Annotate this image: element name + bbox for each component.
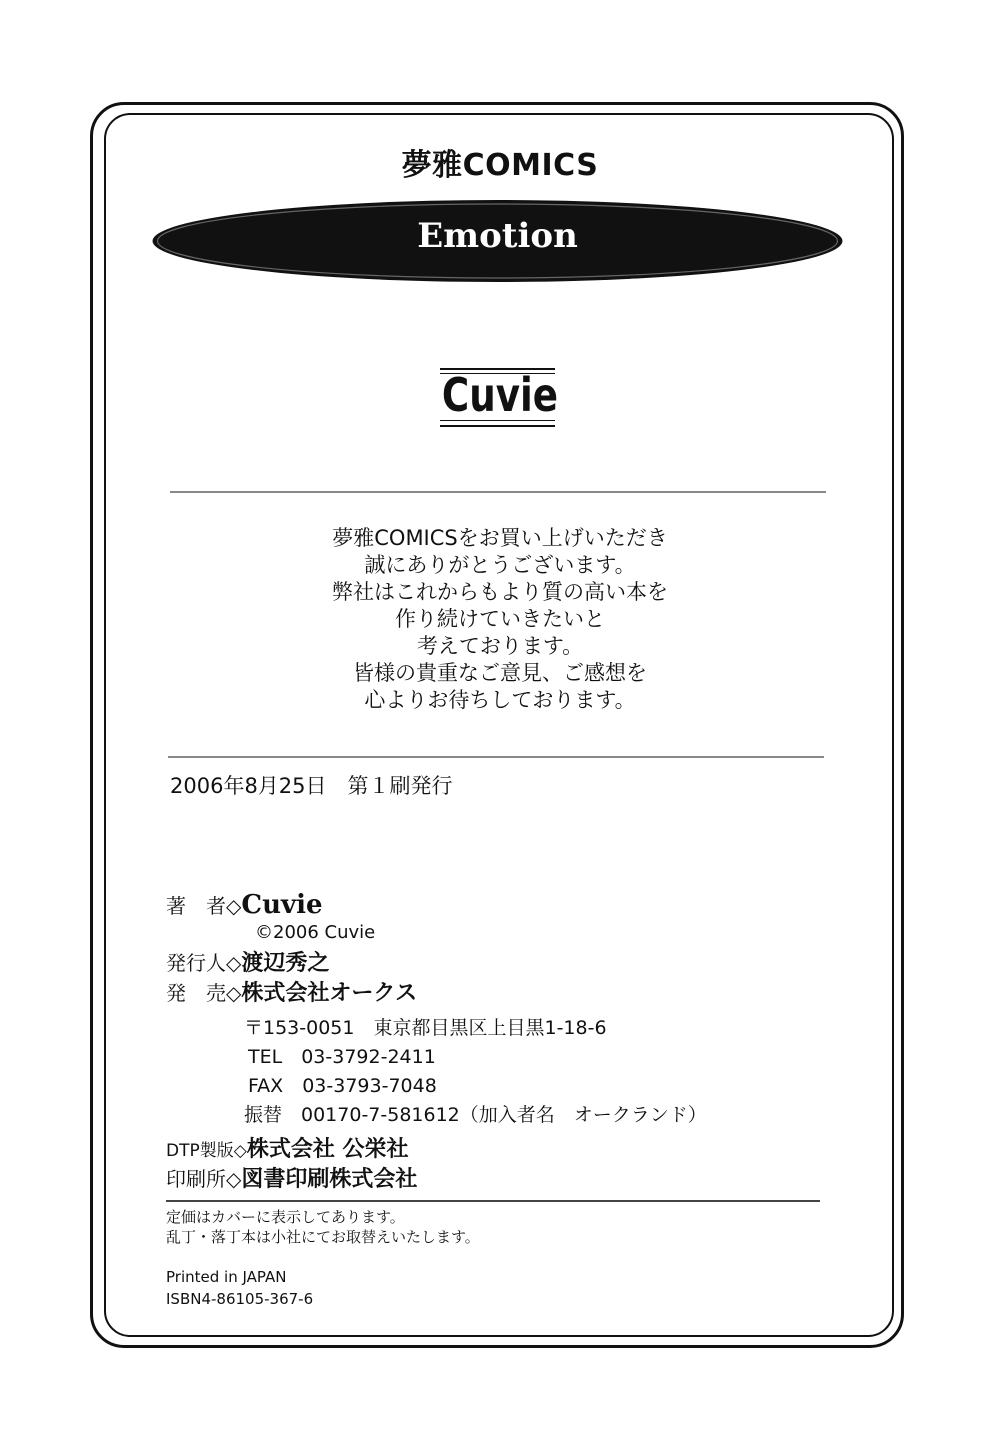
book-title: Emotion [417, 216, 578, 256]
printer-value: 図書印刷株式会社 [241, 1166, 418, 1192]
author-credit-value: Cuvie [241, 890, 323, 920]
dtp-value: 株式会社 公栄社 [246, 1136, 409, 1162]
author-rule-bottom-thin [440, 420, 555, 421]
publisher-person-credit [166, 946, 329, 977]
seller-value: 株式会社オークス [241, 980, 418, 1006]
printer-label: 印刷所◇ [166, 1167, 242, 1191]
message-line: 誠にありがとうございます。 [364, 553, 636, 577]
divider-1 [170, 491, 826, 493]
replacement-note: 乱丁・落丁本は小社にてお取替えいたします。 [166, 1228, 480, 1246]
author-credit-label: 著 者◇ [166, 894, 242, 918]
printed-in: Printed in JAPAN [166, 1268, 287, 1286]
thank-you-message [0, 525, 1000, 714]
isbn: ISBN4-86105-367-6 [166, 1290, 314, 1308]
printer-credit [166, 1162, 417, 1193]
message-line: 弊社はこれからもより質の高い本を [332, 580, 668, 604]
publication-date: 2006年8月25日 第１刷発行 [170, 774, 453, 798]
message-line: 作り続けていきたいと [395, 607, 605, 631]
message-line: 夢雅COMICSをお買い上げいただき [332, 526, 668, 550]
dtp-label: DTP製版◇ [166, 1141, 247, 1161]
divider-2 [168, 756, 824, 758]
author-name: Cuvie [441, 368, 559, 422]
seller-label: 発 売◇ [166, 981, 242, 1005]
transfer-account: 振替 00170-7-581612（加入者名 オークランド） [244, 1104, 707, 1126]
publisher-person-value: 渡辺秀之 [241, 950, 330, 976]
imprint-label: 夢雅COMICS [401, 148, 599, 183]
postal-address: 〒153-0051 東京都目黒区上目黒1-18-6 [244, 1017, 607, 1039]
divider-3 [166, 1200, 820, 1202]
price-note: 定価はカバーに表示してあります。 [166, 1208, 405, 1226]
message-line: 皆様の貴重なご意見、ご感想を [353, 661, 647, 685]
author-rule-bottom [440, 425, 555, 427]
message-line: 考えております。 [416, 634, 584, 658]
dtp-credit [166, 1132, 408, 1163]
seller-credit [166, 976, 417, 1007]
tel-number: TEL 03-3792-2411 [248, 1046, 436, 1068]
copyright: ©2006 Cuvie [255, 922, 376, 943]
publisher-person-label: 発行人◇ [166, 951, 242, 975]
fax-number: FAX 03-3793-7048 [248, 1075, 437, 1097]
message-line: 心よりお待ちしております。 [364, 688, 636, 712]
author-credit [166, 890, 323, 920]
